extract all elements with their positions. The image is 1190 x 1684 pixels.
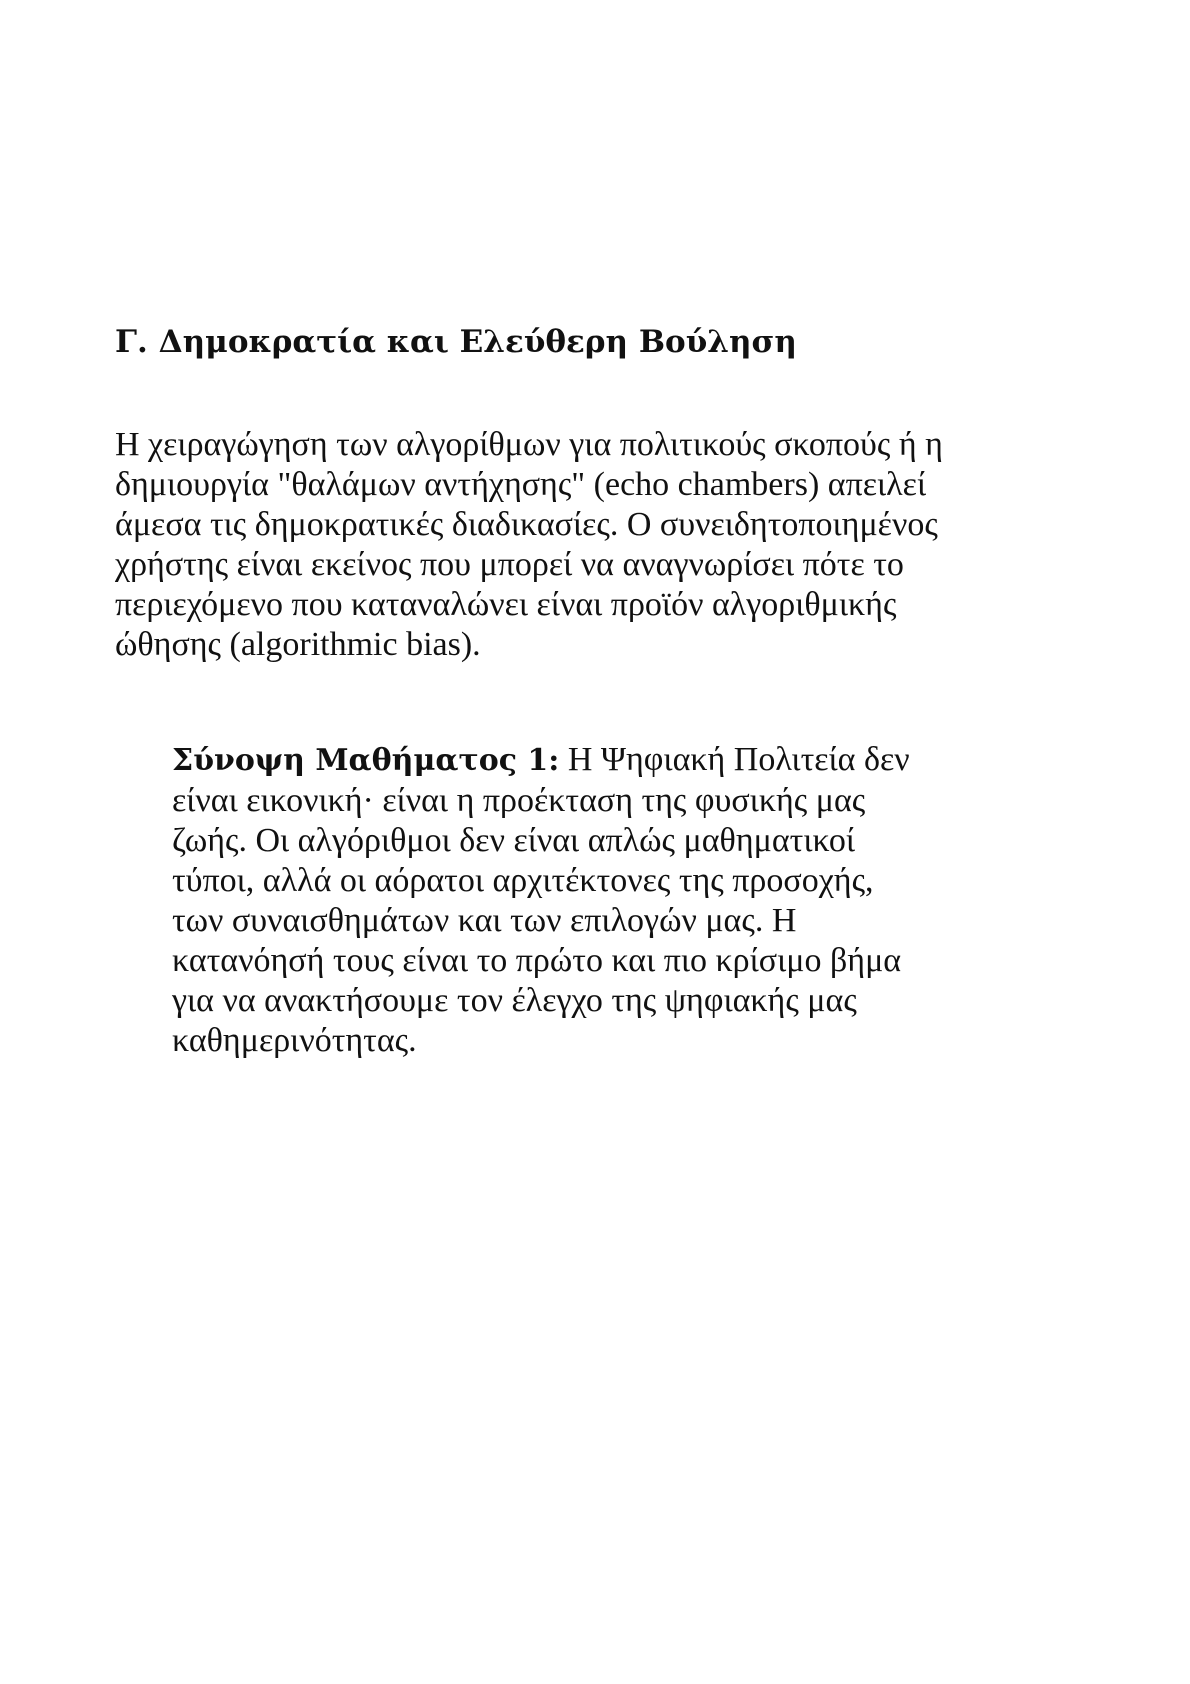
summary-label: Σύνοψη Μαθήματος 1:	[172, 743, 560, 778]
summary-first-line	[172, 740, 1052, 781]
paragraph-line: άμεσα τις δημοκρατικές διαδικασίες. Ο συνειδητοποιημένος	[115, 506, 938, 543]
paragraph-line: δημιουργία "θαλάμων αντήχησης" (echo chambers) απειλεί	[115, 466, 927, 503]
summary-first-line-text: Η Ψηφιακή Πολιτεία δεν	[559, 741, 910, 778]
paragraph-line: περιεχόμενο που καταναλώνει είναι προϊόν αλγοριθμικής	[115, 586, 897, 623]
summary-line: καθημερινότητας.	[172, 1022, 417, 1059]
lesson-summary	[172, 740, 1052, 1061]
summary-line: τύποι, αλλά οι αόρατοι αρχιτέκτονες της προσοχής,	[172, 862, 874, 899]
section-heading: Γ. Δημοκρατία και Ελεύθερη Βούληση	[115, 324, 797, 360]
paragraph-line: Η χειραγώγηση των αλγορίθμων για πολιτικούς σκοπούς ή η	[115, 426, 943, 463]
summary-line: των συναισθημάτων και των επιλογών μας. Η	[172, 902, 797, 939]
summary-line: για να ανακτήσουμε τον έλεγχο της ψηφιακής μας	[172, 982, 857, 1019]
summary-line: κατανόησή τους είναι το πρώτο και πιο κρίσιμο βήμα	[172, 942, 902, 979]
paragraph-line: χρήστης είναι εκείνος που μπορεί να αναγνωρίσει πότε το	[115, 546, 904, 583]
body-paragraph	[115, 425, 1075, 665]
summary-line: είναι εικονική· είναι η προέκταση της φυσικής μας	[172, 782, 866, 819]
paragraph-line: ώθησης (algorithmic bias).	[115, 626, 481, 663]
summary-line: ζωής. Οι αλγόριθμοι δεν είναι απλώς μαθηματικοί	[172, 822, 856, 859]
